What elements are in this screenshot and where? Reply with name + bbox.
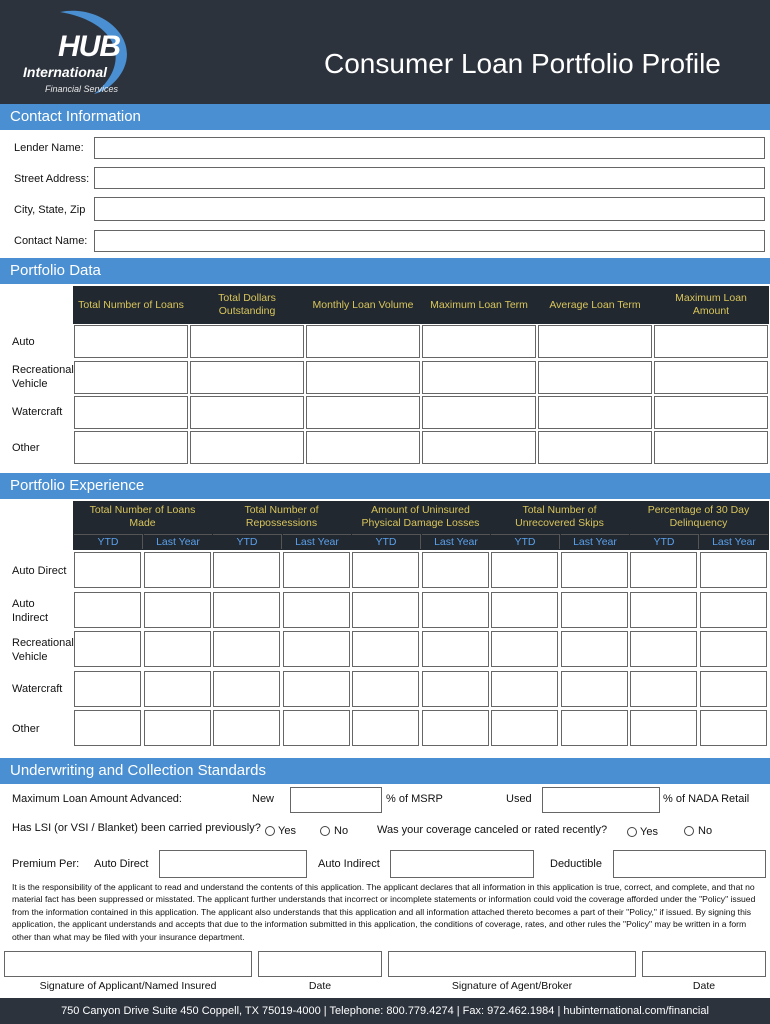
portfolio-experience-cell[interactable] bbox=[144, 631, 211, 667]
portfolio-experience-cell[interactable] bbox=[561, 710, 628, 746]
last-year-subheader: Last Year bbox=[144, 534, 212, 549]
last-year-subheader: Last Year bbox=[283, 534, 351, 549]
portfolio-data-cell[interactable] bbox=[306, 361, 420, 394]
new-msrp-field[interactable] bbox=[290, 787, 382, 813]
portfolio-data-row-label: Other bbox=[12, 442, 40, 454]
portfolio-data-cell[interactable] bbox=[538, 325, 652, 358]
portfolio-data-cell[interactable] bbox=[422, 396, 536, 429]
premium-auto-direct-field[interactable] bbox=[159, 850, 307, 878]
portfolio-experience-cell[interactable] bbox=[283, 592, 350, 628]
portfolio-experience-cell[interactable] bbox=[352, 552, 419, 588]
lender-name-label: Lender Name: bbox=[14, 142, 84, 154]
portfolio-experience-column-header: Total Number of Repossessions bbox=[244, 504, 319, 529]
portfolio-experience-cell[interactable] bbox=[700, 592, 767, 628]
portfolio-data-cell[interactable] bbox=[74, 325, 188, 358]
portfolio-data-section-title: Portfolio Data bbox=[10, 262, 101, 279]
underwriting-section-title: Underwriting and Collection Standards bbox=[10, 762, 266, 779]
portfolio-experience-row-label: Auto Direct bbox=[12, 565, 67, 577]
agent-signature-field[interactable] bbox=[388, 951, 636, 977]
lender-name-field[interactable] bbox=[94, 137, 765, 159]
street-address-field[interactable] bbox=[94, 167, 765, 189]
portfolio-data-cell[interactable] bbox=[538, 431, 652, 464]
underwriting-section-bar bbox=[0, 758, 770, 784]
portfolio-experience-cell[interactable] bbox=[352, 671, 419, 707]
portfolio-data-column-header: Maximum Loan Amount bbox=[675, 292, 747, 317]
portfolio-experience-cell[interactable] bbox=[700, 710, 767, 746]
portfolio-experience-cell[interactable] bbox=[213, 552, 280, 588]
city-state-zip-label: City, State, Zip bbox=[14, 204, 86, 216]
portfolio-data-cell[interactable] bbox=[422, 431, 536, 464]
max-loan-label: Maximum Loan Amount Advanced: bbox=[12, 793, 182, 805]
portfolio-experience-row-label: Other bbox=[12, 723, 40, 735]
coverage-yes-radio[interactable] bbox=[627, 827, 637, 837]
applicant-signature-field[interactable] bbox=[4, 951, 252, 977]
auto-direct-label: Auto Direct bbox=[94, 858, 149, 870]
ytd-subheader: YTD bbox=[213, 534, 282, 549]
portfolio-data-cell[interactable] bbox=[538, 396, 652, 429]
portfolio-experience-cell[interactable] bbox=[74, 552, 141, 588]
contact-section-title: Contact Information bbox=[10, 108, 141, 125]
portfolio-data-cell[interactable] bbox=[654, 431, 768, 464]
portfolio-data-column-header: Total Number of Loans bbox=[78, 298, 184, 311]
agent-date-label: Date bbox=[692, 980, 716, 992]
coverage-yes-label: Yes bbox=[640, 826, 658, 838]
last-year-subheader: Last Year bbox=[561, 534, 629, 549]
agent-signature-label: Signature of Agent/Broker bbox=[451, 980, 573, 992]
portfolio-data-cell[interactable] bbox=[306, 431, 420, 464]
portfolio-data-cell[interactable] bbox=[74, 431, 188, 464]
coverage-question-label: Was your coverage canceled or rated recently? bbox=[377, 824, 608, 836]
portfolio-experience-column-header: Total Number of Loans Made bbox=[89, 504, 196, 529]
ytd-subheader: YTD bbox=[491, 534, 560, 549]
portfolio-experience-cell[interactable] bbox=[283, 631, 350, 667]
portfolio-experience-cell[interactable] bbox=[491, 552, 558, 588]
portfolio-experience-cell[interactable] bbox=[491, 631, 558, 667]
portfolio-experience-cell[interactable] bbox=[213, 592, 280, 628]
portfolio-experience-cell[interactable] bbox=[213, 671, 280, 707]
portfolio-experience-cell[interactable] bbox=[422, 552, 489, 588]
portfolio-experience-cell[interactable] bbox=[561, 631, 628, 667]
applicant-date-label: Date bbox=[308, 980, 332, 992]
used-label: Used bbox=[506, 793, 532, 805]
coverage-no-label: No bbox=[698, 825, 713, 837]
msrp-label: % of MSRP bbox=[386, 793, 443, 805]
portfolio-experience-column-header: Total Number of Unrecovered Skips bbox=[515, 504, 604, 529]
portfolio-data-cell[interactable] bbox=[190, 396, 304, 429]
last-year-subheader: Last Year bbox=[700, 534, 768, 549]
portfolio-experience-cell[interactable] bbox=[491, 671, 558, 707]
portfolio-data-column-header: Average Loan Term bbox=[549, 298, 641, 311]
portfolio-experience-cell[interactable] bbox=[144, 710, 211, 746]
portfolio-data-row-label: Recreational Vehicle bbox=[12, 364, 74, 390]
portfolio-data-cell[interactable] bbox=[74, 396, 188, 429]
portfolio-experience-cell[interactable] bbox=[74, 592, 141, 628]
portfolio-experience-cell[interactable] bbox=[283, 552, 350, 588]
deductible-label: Deductible bbox=[550, 858, 602, 870]
disclaimer-text: It is the responsibility of the applicant to read and understand the contents of this application. The applicant declares that all information in this application is true, correct, and complete, and that no material fact has been suppressed or misstated. The applicant further understands that incorrect or incomplete statements or information could void the coverage afforded under the "Policy" issued from the information contained in this application. The applicant also understands that this application and all information attached thereto becomes a part of their "Policy," if issued. By signing this application, the applicant understands and accepts that due to the information submitted in this application, the conditions of coverage, rates, and other rules the "Policy" may be written in a form other than what may be filed with your insurance department. bbox=[12, 882, 756, 942]
portfolio-experience-cell[interactable] bbox=[422, 710, 489, 746]
portfolio-experience-cell[interactable] bbox=[144, 592, 211, 628]
logo-financial-text: Financial Services bbox=[45, 84, 119, 94]
portfolio-data-column-header: Maximum Loan Term bbox=[430, 298, 528, 311]
portfolio-experience-cell[interactable] bbox=[283, 671, 350, 707]
portfolio-experience-cell[interactable] bbox=[283, 710, 350, 746]
premium-auto-indirect-field[interactable] bbox=[390, 850, 534, 878]
lsi-question-label: Has LSI (or VSI / Blanket) been carried previously? bbox=[12, 822, 261, 834]
ytd-subheader: YTD bbox=[630, 534, 699, 549]
portfolio-experience-row-label: Auto Indirect bbox=[12, 598, 49, 624]
portfolio-experience-cell[interactable] bbox=[630, 631, 697, 667]
footer-contact-bar: 750 Canyon Drive Suite 450 Coppell, TX 75019-4000 | Telephone: 800.779.4274 | Fax: 972.462.1984 | hubinternational.com/financial bbox=[0, 998, 770, 1024]
ytd-subheader: YTD bbox=[352, 534, 421, 549]
coverage-no-radio[interactable] bbox=[684, 826, 694, 836]
logo-hub-text: HUB bbox=[58, 30, 120, 63]
portfolio-experience-cell[interactable] bbox=[700, 671, 767, 707]
portfolio-experience-row-label: Watercraft bbox=[12, 683, 63, 695]
logo-international-text: International bbox=[23, 64, 108, 80]
premium-per-label: Premium Per: bbox=[12, 858, 80, 870]
portfolio-experience-cell[interactable] bbox=[561, 552, 628, 588]
lsi-yes-radio[interactable] bbox=[265, 826, 275, 836]
lsi-no-label: No bbox=[334, 825, 349, 837]
portfolio-experience-cell[interactable] bbox=[630, 552, 697, 588]
portfolio-experience-cell[interactable] bbox=[630, 710, 697, 746]
city-state-zip-field[interactable] bbox=[94, 197, 765, 221]
agent-date-field[interactable] bbox=[642, 951, 766, 977]
portfolio-data-cell[interactable] bbox=[190, 431, 304, 464]
portfolio-experience-cell[interactable] bbox=[74, 671, 141, 707]
portfolio-experience-cell[interactable] bbox=[422, 671, 489, 707]
portfolio-data-cell[interactable] bbox=[190, 325, 304, 358]
portfolio-data-row-label: Watercraft bbox=[12, 406, 63, 418]
used-nada-field[interactable] bbox=[542, 787, 660, 813]
nada-label: % of NADA Retail bbox=[663, 793, 750, 805]
portfolio-data-column-header: Total Dollars Outstanding bbox=[218, 292, 276, 317]
portfolio-experience-row-label: Recreational Vehicle bbox=[12, 637, 74, 663]
lsi-yes-label: Yes bbox=[278, 825, 296, 837]
street-address-label: Street Address: bbox=[14, 173, 90, 185]
last-year-subheader: Last Year bbox=[422, 534, 490, 549]
portfolio-experience-cell[interactable] bbox=[352, 631, 419, 667]
portfolio-experience-cell[interactable] bbox=[74, 710, 141, 746]
portfolio-experience-cell[interactable] bbox=[630, 671, 697, 707]
ytd-subheader: YTD bbox=[74, 534, 143, 549]
portfolio-experience-cell[interactable] bbox=[561, 671, 628, 707]
portfolio-experience-cell[interactable] bbox=[491, 710, 558, 746]
portfolio-experience-cell[interactable] bbox=[144, 552, 211, 588]
portfolio-experience-cell[interactable] bbox=[422, 592, 489, 628]
portfolio-experience-cell[interactable] bbox=[422, 631, 489, 667]
contact-name-field[interactable] bbox=[94, 230, 765, 252]
portfolio-data-column-header: Monthly Loan Volume bbox=[312, 298, 414, 311]
lsi-no-radio[interactable] bbox=[320, 826, 330, 836]
portfolio-data-row-label: Auto bbox=[12, 336, 35, 348]
new-label: New bbox=[252, 793, 275, 805]
applicant-date-field[interactable] bbox=[258, 951, 382, 977]
portfolio-experience-cell[interactable] bbox=[144, 671, 211, 707]
portfolio-experience-cell[interactable] bbox=[700, 552, 767, 588]
portfolio-data-cell[interactable] bbox=[422, 325, 536, 358]
portfolio-data-cell[interactable] bbox=[306, 396, 420, 429]
portfolio-experience-cell[interactable] bbox=[561, 592, 628, 628]
document-title: Consumer Loan Portfolio Profile bbox=[324, 48, 721, 79]
portfolio-experience-cell[interactable] bbox=[213, 631, 280, 667]
portfolio-data-cell[interactable] bbox=[654, 325, 768, 358]
portfolio-data-cell[interactable] bbox=[654, 396, 768, 429]
page-header bbox=[0, 0, 770, 104]
portfolio-data-cell[interactable] bbox=[190, 361, 304, 394]
auto-indirect-label: Auto Indirect bbox=[318, 858, 380, 870]
contact-section-bar bbox=[0, 104, 770, 130]
portfolio-experience-section-title: Portfolio Experience bbox=[10, 477, 145, 494]
portfolio-data-cell[interactable] bbox=[74, 361, 188, 394]
portfolio-experience-cell[interactable] bbox=[213, 710, 280, 746]
deductible-field[interactable] bbox=[613, 850, 766, 878]
portfolio-experience-column-header: Percentage of 30 Day Delinquency bbox=[647, 504, 750, 529]
portfolio-experience-section-bar bbox=[0, 473, 770, 499]
portfolio-data-cell[interactable] bbox=[654, 361, 768, 394]
applicant-signature-label: Signature of Applicant/Named Insured bbox=[39, 980, 217, 992]
portfolio-experience-cell[interactable] bbox=[491, 592, 558, 628]
portfolio-data-cell[interactable] bbox=[538, 361, 652, 394]
portfolio-experience-column-header: Amount of Uninsured Physical Damage Losses bbox=[361, 504, 480, 529]
portfolio-data-section-bar bbox=[0, 258, 770, 284]
contact-name-label: Contact Name: bbox=[14, 235, 88, 247]
portfolio-experience-cell[interactable] bbox=[630, 592, 697, 628]
portfolio-experience-cell[interactable] bbox=[700, 631, 767, 667]
portfolio-data-cell[interactable] bbox=[422, 361, 536, 394]
portfolio-data-cell[interactable] bbox=[306, 325, 420, 358]
portfolio-experience-cell[interactable] bbox=[74, 631, 141, 667]
portfolio-experience-cell[interactable] bbox=[352, 710, 419, 746]
portfolio-experience-cell[interactable] bbox=[352, 592, 419, 628]
